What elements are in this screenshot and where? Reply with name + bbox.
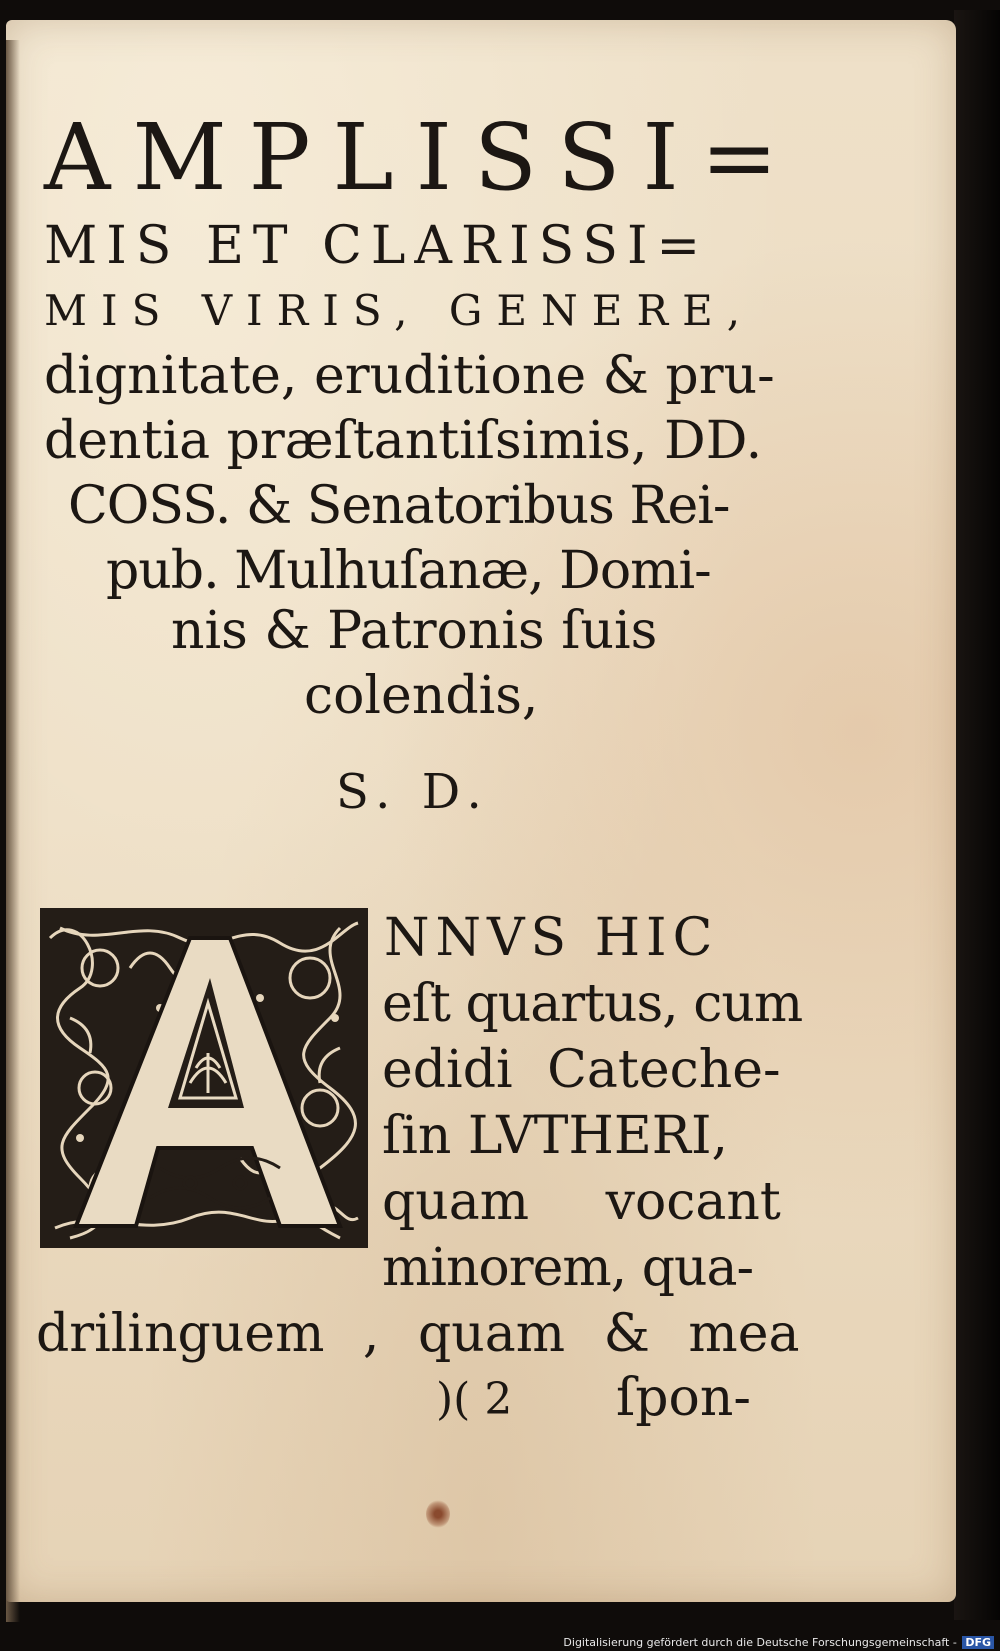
gutter-shadow (6, 40, 20, 1622)
page-edge-shadow (954, 10, 1000, 1620)
ink-stain (426, 1500, 450, 1528)
heading-line-4: dignitate, eruditione & pru- (44, 346, 775, 406)
body-line-2: eſt quartus, cum (382, 974, 803, 1034)
heading-line-6: COSS. & Senatoribus Rei- (68, 476, 730, 536)
ornament-vine-icon (40, 908, 368, 1248)
signature-mark: )( 2 (436, 1374, 513, 1425)
body-line-3: edidi Cateche- (382, 1040, 781, 1100)
heading-line-1: AMPLISSI= (44, 104, 800, 211)
catchword: ſpon- (616, 1368, 751, 1428)
heading-line-8: nis & Patronis ſuis (171, 601, 658, 661)
body-line-4: ſin LVTHERI, (382, 1106, 729, 1166)
decorated-initial-letter (40, 908, 368, 1248)
dfg-logo: DFG (962, 1636, 994, 1649)
credit-text: Digitalisierung gefördert durch die Deutsche Forschungsgemeinschaft - (563, 1636, 957, 1649)
body-line-6: minorem, qua- (382, 1238, 754, 1298)
heading-line-2: MIS ET CLARISSI= (44, 216, 710, 276)
heading-line-3: MIS VIRIS, GENERE, (44, 286, 755, 335)
body-line-7: drilinguem , quam & mea (36, 1304, 800, 1364)
heading-line-5: dentia præſtantiſsimis, DD. (44, 411, 763, 471)
heading-line-9: colendis, (304, 666, 539, 726)
body-line-1: NNVS HIC (384, 908, 719, 968)
book-page (6, 20, 956, 1602)
body-line-5: quam vocant (382, 1172, 781, 1232)
digitization-credit (563, 1636, 994, 1649)
heading-line-7: pub. Mulhuſanæ, Domi- (106, 541, 711, 601)
salutation: S. D. (336, 764, 490, 820)
